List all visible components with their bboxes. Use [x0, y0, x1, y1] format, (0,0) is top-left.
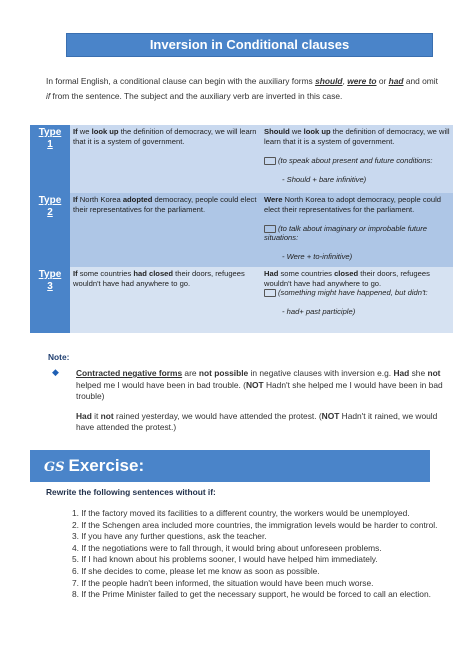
type-3-if-example: If some countries had closed their doors, refugees wouldn't have had anywhere to go. [70, 267, 261, 333]
intro-or: or [376, 76, 387, 86]
type-3-formula: - had+ past participle) [282, 307, 356, 316]
type-1-formula: - Should + bare infinitive) [282, 174, 367, 184]
note-body [52, 367, 448, 442]
intro-were-to: were to [347, 76, 377, 86]
exercise-title: Exercise: [68, 456, 145, 475]
intro-had: had [388, 76, 404, 86]
exercise-logo-icon: GS [44, 460, 65, 475]
type-row-1 [30, 125, 453, 193]
exercise-header [30, 450, 430, 482]
type-row-3 [30, 267, 453, 333]
note-paragraph-1: Contracted negative forms are not possible in negative clauses with inversion e.g. Had she not helped me I would have been in bad trouble. (NOT Hadn't she helped me I would have been in bad trouble) [76, 368, 443, 401]
intro-if: if [46, 91, 51, 101]
exercise-instruction: Rewrite the following sentences without if: [46, 487, 216, 497]
type-3-usage: (something might have happened, but didn't: [278, 288, 428, 297]
list-item: 1. If the factory moved its facilities to a different country, the workers would be unemployed. [72, 508, 410, 518]
type-label-1: Type 1 [30, 125, 70, 193]
arrow-icon [264, 289, 276, 297]
type-label-2: Type 2 [30, 193, 70, 267]
type-3-inverted-example: Had some countries closed their doors, refugees wouldn't have had anywhere to go. (something might have happened, but didn't: - had+ past participle) [261, 267, 453, 333]
list-item: 3. If you have any further questions, ask the teacher. [72, 531, 267, 542]
exercise-list [72, 508, 444, 601]
intro-should: should [315, 76, 343, 86]
page-title: Inversion in Conditional clauses [66, 33, 433, 57]
type-2-inverted-example: Were North Korea to adopt democracy, people could elect their representatives for the parliament. (to talk about imaginary or improbable future situations: - Were + to-infinitive) [261, 193, 453, 267]
intro-text-1: In formal English, a conditional clause can begin with the auxiliary forms [46, 76, 316, 86]
type-1-usage: (to speak about present and future conditions: [278, 155, 433, 165]
type-1-if-example: If we look up the definition of democracy, we will learn that it is a system of government. [70, 125, 261, 193]
type-2-formula: - Were + to-infinitive) [282, 252, 353, 261]
list-item: 7. If the people hadn't been informed, the situation would have been much worse. [72, 577, 374, 588]
list-item: 6. If she decides to come, please let me know as soon as possible. [72, 565, 320, 576]
type-2-if-example: If North Korea adopted democracy, people could elect their representatives for the parliament. [70, 193, 261, 267]
note-paragraph-2: Had it not rained yesterday, we would have attended the protest. (NOT Hadn't it rained, we would have attended the protest.) [76, 410, 438, 432]
arrow-icon [264, 225, 276, 233]
list-item: 2. If the Schengen area included more countries, the immigration levels would be harder to control. [72, 519, 438, 530]
intro-text-3: from the sentence. The subject and the auxiliary verb are inverted in this case. [50, 91, 343, 101]
intro-text-2: and omit [403, 76, 438, 86]
list-item: 8. If the Prime Minister failed to get the necessary support, he would be forced to call an election. [72, 589, 431, 600]
note-label: Note: [48, 352, 70, 362]
type-2-usage: (to talk about imaginary or improbable future situations: [264, 223, 427, 242]
list-item: 4. If the negotiations were to fall through, it would bring about unforeseen problems. [72, 542, 382, 553]
conditional-types-table [30, 125, 453, 333]
list-item: 5. If I had known about his problems sooner, I would have helped him immediately. [72, 554, 378, 565]
arrow-icon [264, 157, 276, 165]
intro-paragraph: In formal English, a conditional clause can begin with the auxiliary forms should, were to or had and omit if from the sentence. The subject and the auxiliary verb are inverted in this case. [46, 76, 438, 101]
type-1-inverted-example: Should we look up the definition of democracy, we will learn that it is a system of government. (to speak about present and future conditions: - Should + bare infinitive) [261, 125, 453, 193]
type-label-3: Type 3 [30, 267, 70, 333]
type-row-2 [30, 193, 453, 267]
diamond-bullet-icon: ◆ [52, 367, 59, 377]
